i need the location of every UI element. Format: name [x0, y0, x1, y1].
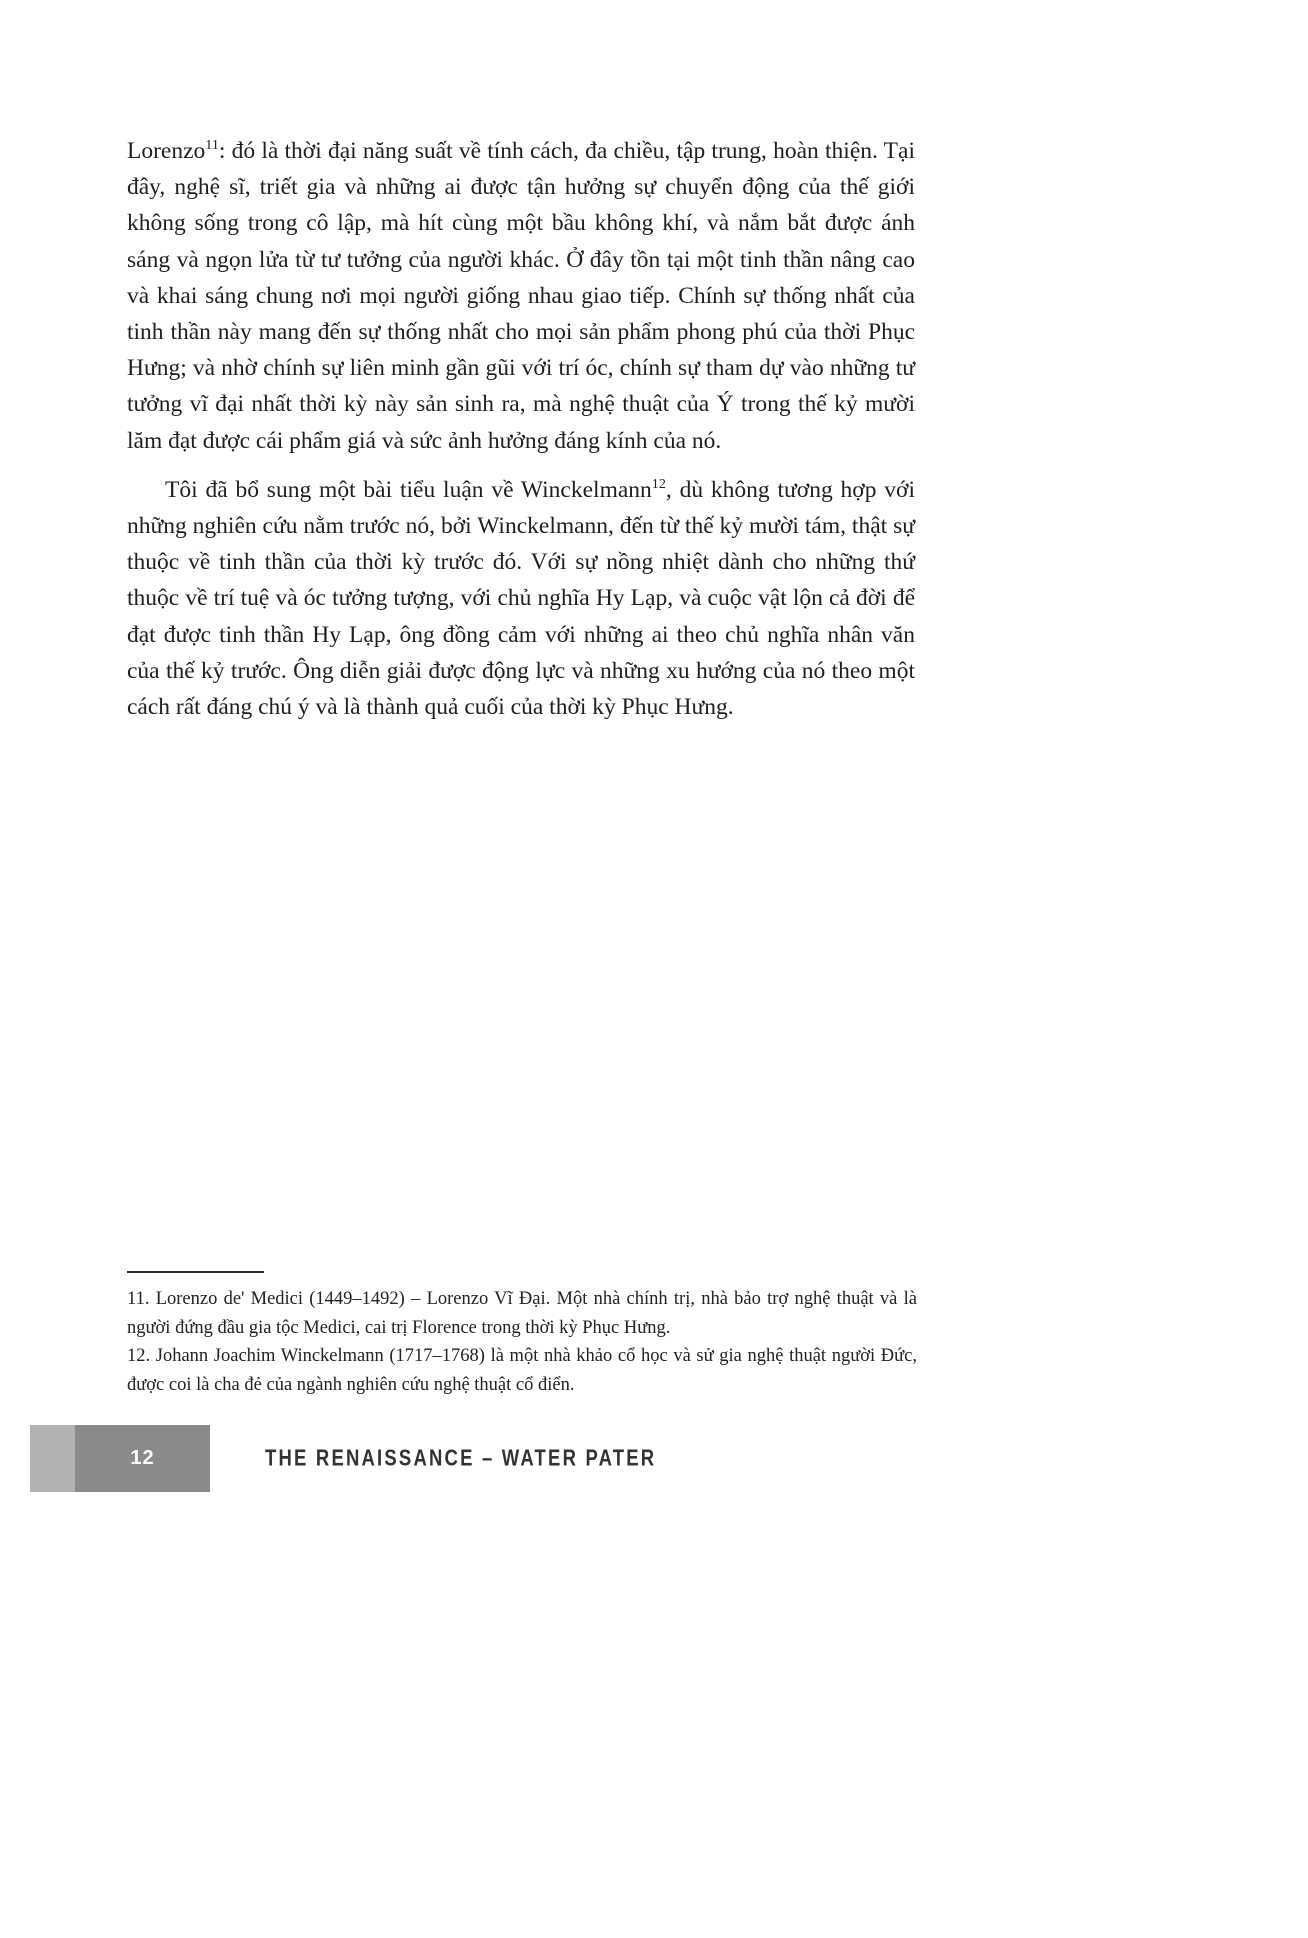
footer-accent-block	[30, 1425, 75, 1492]
footnote-12: 12. Johann Joachim Winckelmann (1717–1768) là một nhà khảo cổ học và sử gia nghệ thuật người Đức, được coi là cha đẻ của ngành nghiên cứu nghệ thuật cổ điển.	[127, 1346, 917, 1395]
page-number: 12	[130, 1447, 155, 1469]
footnote-divider	[127, 1271, 264, 1273]
page-number-block	[75, 1425, 210, 1492]
page-footer	[0, 1425, 1308, 1492]
paragraph-2-lead: Tôi đã bổ sung một bài tiểu luận về Winckelmann	[165, 476, 652, 503]
paragraph-2	[127, 472, 915, 725]
paragraph-1-lead: Lorenzo	[127, 138, 206, 164]
paragraph-1	[127, 133, 915, 459]
footnote-ref-11: 11	[205, 137, 219, 154]
paragraph-1-body: : đó là thời đại năng suất về tính cách, đa chiều, tập trung, hoàn thiện. Tại đây, nghệ sĩ, triết gia và những ai được tận hưởng sự chuyển động của thế giới không sống trong cô lập, mà hít cùng một bầu không khí, và nắm bắt được ánh sáng và ngọn lửa từ tư tưởng của người khác. Ở đây tồn tại một tinh thần nâng cao và khai sáng chung nơi mọi người giống nhau giao tiếp. Chính sự thống nhất của tinh thần này mang đến sự thống nhất cho mọi sản phẩm phong phú của thời Phục Hưng; và nhờ chính sự liên minh gần gũi với trí óc, chính sự tham dự vào những tư tưởng vĩ đại nhất thời kỳ này sản sinh ra, mà nghệ thuật của Ý trong thế kỷ mười lăm đạt được cái phẩm giá và sức ảnh hưởng đáng kính của nó.	[127, 138, 915, 454]
body-text	[127, 133, 915, 738]
running-title: THE RENAISSANCE – WATER PATER	[265, 1446, 657, 1471]
paragraph-2-body: , dù không tương hợp với những nghiên cứu nằm trước nó, bởi Winckelmann, đến từ thế kỷ mười tám, thật sự thuộc về tinh thần của thời kỳ trước đó. Với sự nồng nhiệt dành cho những thứ thuộc về trí tuệ và óc tưởng tượng, với chủ nghĩa Hy Lạp, và cuộc vật lộn cả đời để đạt được tinh thần Hy Lạp, ông đồng cảm với những ai theo chủ nghĩa nhân văn của thế kỷ trước. Ông diễn giải được động lực và những xu hướng của nó theo một cách rất đáng chú ý và là thành quả cuối của thời kỳ Phục Hưng.	[127, 476, 915, 721]
footnote-11: 11. Lorenzo de' Medici (1449–1492) – Lorenzo Vĩ Đại. Một nhà chính trị, nhà bảo trợ nghệ thuật và là người đứng đầu gia tộc Medici, cai trị Florence trong thời kỳ Phục Hưng.	[127, 1289, 917, 1338]
footnote-section	[127, 1271, 917, 1399]
footnote-ref-12: 12	[651, 476, 666, 492]
